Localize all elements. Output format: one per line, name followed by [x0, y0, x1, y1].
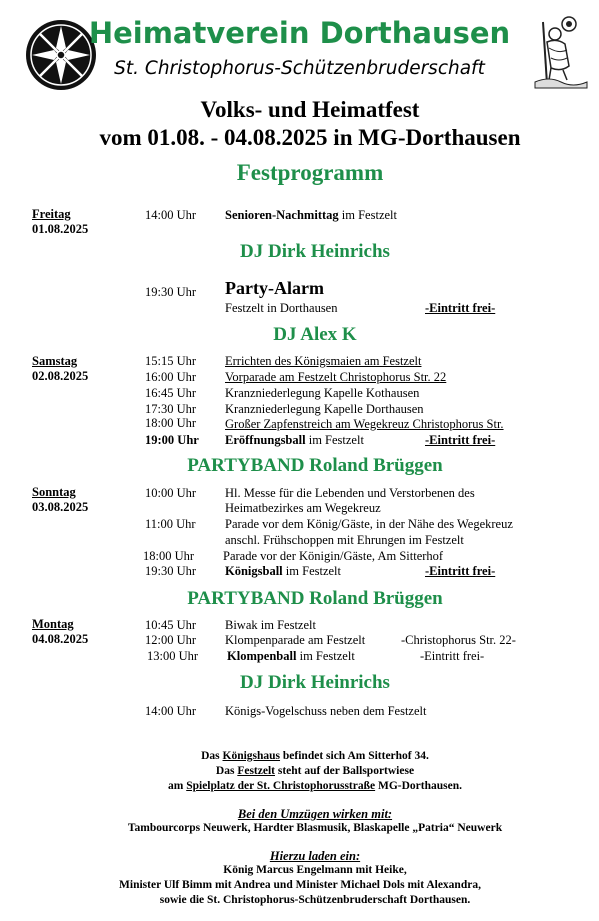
invite-line-3: sowie die St. Christophorus-Schützenbruderschaft Dorthausen.	[159, 894, 471, 906]
monday-event-2-extra: -Christophorus Str. 22-	[401, 633, 516, 647]
friday-party-place: Festzelt in Dorthausen	[225, 301, 338, 315]
invite-heading: Hierzu laden ein:	[269, 849, 361, 863]
friday-party-title: Party-Alarm	[225, 278, 324, 298]
monday-last-time: 14:00 Uhr	[145, 704, 197, 718]
saturday-time-1: 15:15 Uhr	[145, 354, 197, 368]
sunday-time-2: 11:00 Uhr	[145, 517, 196, 531]
sunday-time-4: 19:30 Uhr	[145, 564, 197, 578]
friday-party-time: 19:30 Uhr	[145, 285, 197, 299]
sunday-event-2-line2: anschl. Frühschoppen mit Ehrungen im Festzelt	[225, 533, 464, 547]
sunday-entry: -Eintritt frei-	[425, 564, 496, 578]
footer-festzelt: Das Festzelt steht auf der Ballsportwiese	[215, 765, 415, 777]
event-title-line2: vom 01.08. - 04.08.2025 in MG-Dorthausen	[99, 125, 521, 150]
saturday-event-5: Großer Zapfenstreich am Wegekreuz Christophorus Str.	[225, 417, 504, 431]
friday-party-entry: -Eintritt frei-	[425, 301, 496, 315]
saturday-entry: -Eintritt frei-	[425, 433, 496, 447]
friday-day: Freitag 01.08.2025	[32, 207, 89, 236]
monday-last-event: Königs-Vogelschuss neben dem Festzelt	[225, 704, 427, 718]
saturday-event-3: Kranzniederlegung Kapelle Kothausen	[225, 386, 420, 400]
saturday-event-1: Errichten des Königsmaien am Festzelt	[225, 354, 422, 368]
monday-event-1: Biwak im Festzelt	[225, 618, 316, 632]
org-title: Heimatverein Dorthausen	[88, 16, 511, 50]
sunday-time-3: 18:00 Uhr	[143, 549, 195, 563]
monday-time-1: 10:45 Uhr	[145, 618, 197, 632]
saturday-day: Samstag 02.08.2025	[32, 354, 89, 383]
saturday-event-6: Eröffnungsball im Festzelt	[225, 433, 364, 447]
footer-koenigshaus: Das Königshaus befindet sich Am Sitterhof 34.	[201, 750, 429, 762]
sunday-event-1-line2: Heimatbezirkes am Wegekreuz	[225, 501, 381, 515]
monday-time-3: 13:00 Uhr	[147, 649, 199, 663]
friday-act-2: DJ Alex K	[273, 324, 357, 345]
saturday-event-2: Vorparade am Festzelt Christophorus Str. 22	[225, 370, 447, 384]
saturday-time-3: 16:45 Uhr	[145, 386, 197, 400]
saturday-time-2: 16:00 Uhr	[145, 370, 197, 384]
org-subtitle: St. Christophorus-Schützenbruderschaft	[114, 58, 485, 79]
monday-time-2: 12:00 Uhr	[145, 633, 197, 647]
sunday-act: PARTYBAND Roland Brüggen	[187, 588, 443, 609]
parades-heading: Bei den Umzügen wirken mit:	[237, 807, 393, 821]
program-heading: Festprogramm	[236, 160, 384, 185]
monday-day: Montag 04.08.2025	[32, 617, 89, 646]
monday-event-3-extra: -Eintritt frei-	[420, 649, 485, 663]
footer-spielplatz: am Spielplatz der St. Christophorusstraße MG-Dorthausen.	[167, 780, 463, 792]
monday-event-2: Klompenparade am Festzelt	[225, 633, 366, 647]
sunday-event-3: Parade vor der Königin/Gäste, Am Sitterhof	[223, 549, 444, 563]
friday-act-1: DJ Dirk Heinrichs	[240, 241, 390, 262]
friday-time-1: 14:00 Uhr	[145, 208, 197, 222]
sunday-day: Sonntag 03.08.2025	[32, 485, 89, 514]
event-title-line1: Volks- und Heimatfest	[200, 97, 420, 122]
invite-line-2: Minister Ulf Bimm mit Andrea und Minister Michael Dols mit Alexandra,	[119, 879, 481, 891]
sunday-event-4: Königsball im Festzelt	[225, 564, 341, 578]
friday-event-1: Senioren-Nachmittag im Festzelt	[225, 208, 397, 222]
invite-line-1: König Marcus Engelmann mit Heike,	[223, 864, 407, 876]
saturday-time-6: 19:00 Uhr	[145, 433, 199, 447]
saturday-time-4: 17:30 Uhr	[145, 402, 197, 416]
saturday-event-4: Kranzniederlegung Kapelle Dorthausen	[225, 402, 424, 416]
sunday-event-2-line1: Parade vor dem König/Gäste, in der Nähe des Wegekreuz	[225, 517, 513, 531]
monday-act: DJ Dirk Heinrichs	[240, 672, 390, 693]
sunday-event-1-line1: Hl. Messe für die Lebenden und Verstorbenen des	[225, 486, 475, 500]
parades-text: Tambourcorps Neuwerk, Hardter Blasmusik, Blaskapelle „Patria“ Neuwerk	[127, 822, 503, 834]
monday-event-3: Klompenball im Festzelt	[227, 649, 355, 663]
saturday-time-5: 18:00 Uhr	[145, 416, 197, 430]
sunday-time-1: 10:00 Uhr	[145, 486, 197, 500]
saturday-act: PARTYBAND Roland Brüggen	[187, 455, 443, 476]
